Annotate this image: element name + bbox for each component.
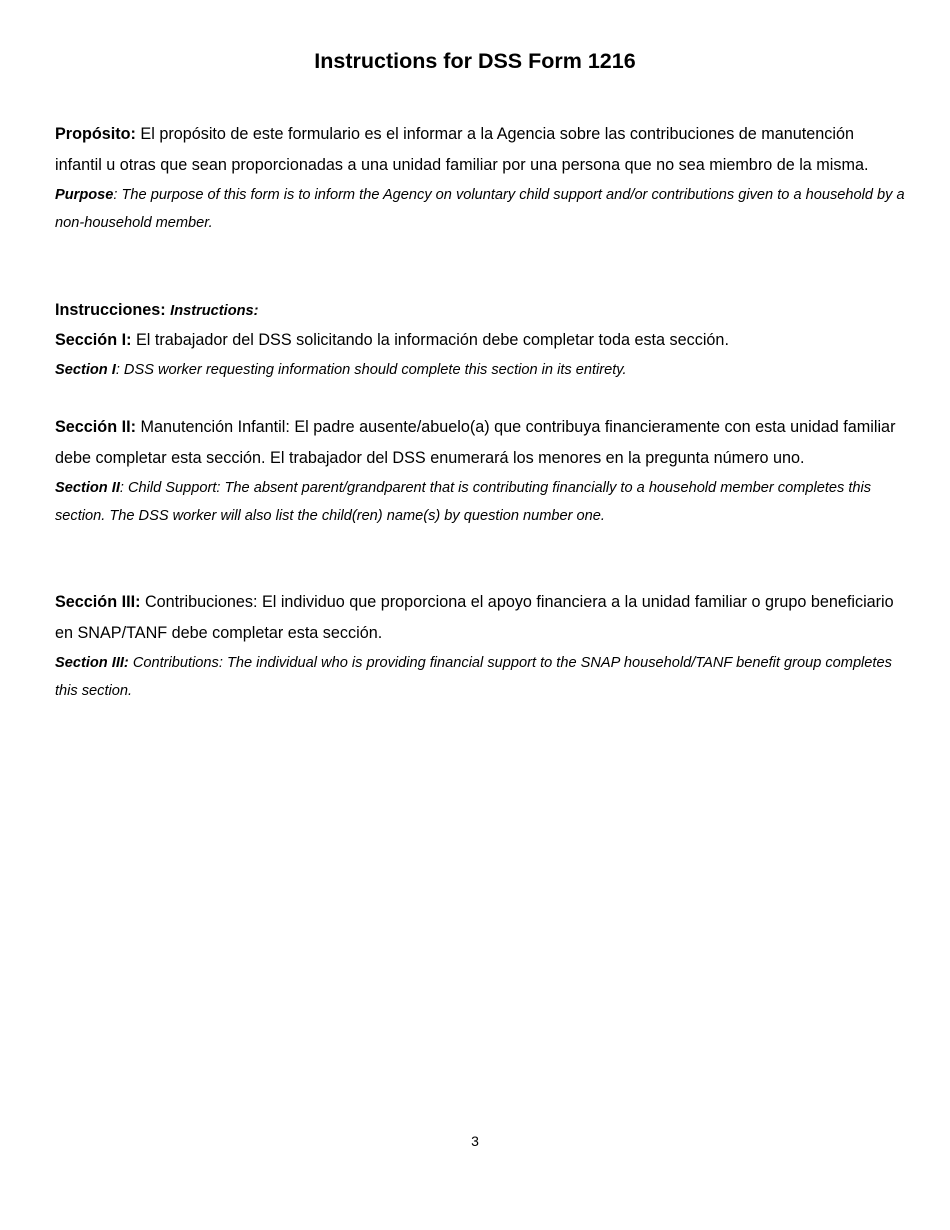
purpose-english-text: : The purpose of this form is to inform the Agency on voluntary child support and/or contributions given to a household by a non-household member.: [55, 187, 905, 231]
instructions-heading-spanish: Instrucciones:: [55, 301, 171, 319]
section-2-spanish-text: Manutención Infantil: El padre ausente/abuelo(a) que contribuya financieramente con esta unidad familiar debe completar esta sección. El trabajador del DSS enumerará los menores en la pregunta número uno.: [55, 418, 896, 467]
section-1-spanish: [55, 325, 905, 356]
purpose-spanish-text: El propósito de este formulario es el informar a la Agencia sobre las contribuciones de manutención infantil u otras que sean proporcionadas a una unidad familiar por una persona que no sea miembro de la misma.: [55, 125, 869, 174]
purpose-english-label: Purpose: [55, 187, 114, 203]
section-2-english-text: : Child Support: The absent parent/grandparent that is contributing financially to a household member completes this section. The DSS worker will also list the child(ren) name(s) by question number one.: [55, 480, 872, 524]
section-2-english-label: Section II: [55, 480, 120, 496]
section-1-spanish-text: El trabajador del DSS solicitando la información debe completar toda esta sección.: [131, 331, 729, 349]
purpose-section: [55, 119, 905, 237]
page-number: 3: [471, 1133, 479, 1149]
section-3-spanish-label: Sección III:: [55, 593, 141, 611]
section-3-spanish-text: Contribuciones: El individuo que proporciona el apoyo financiera a la unidad familiar o grupo beneficiario en SNAP/TANF debe completar esta sección.: [55, 593, 894, 642]
section-3-english-text: Contributions: The individual who is providing financial support to the SNAP household/TANF benefit group completes this section.: [55, 655, 892, 699]
section-2-spanish: [55, 412, 905, 474]
section-1-spanish-label: Sección I:: [55, 331, 132, 349]
section-1-english-label: Section I: [55, 362, 116, 378]
section-2-english: [55, 474, 905, 530]
purpose-spanish: [55, 119, 905, 181]
purpose-english: [55, 181, 905, 237]
section-3: [55, 587, 905, 705]
section-3-english: [55, 649, 905, 705]
page-title: Instructions for DSS Form 1216: [314, 49, 636, 73]
section-1-english: [55, 356, 905, 384]
purpose-spanish-label: Propósito:: [55, 125, 136, 143]
section-3-spanish: [55, 587, 905, 649]
instructions-heading-english: Instructions:: [170, 303, 259, 319]
instructions-heading: [55, 296, 905, 325]
section-3-english-label: Section III:: [55, 655, 129, 671]
section-2-spanish-label: Sección II:: [55, 418, 136, 436]
section-1-english-text: : DSS worker requesting information should complete this section in its entirety.: [115, 362, 627, 378]
section-1: [55, 325, 905, 384]
section-2: [55, 412, 905, 530]
